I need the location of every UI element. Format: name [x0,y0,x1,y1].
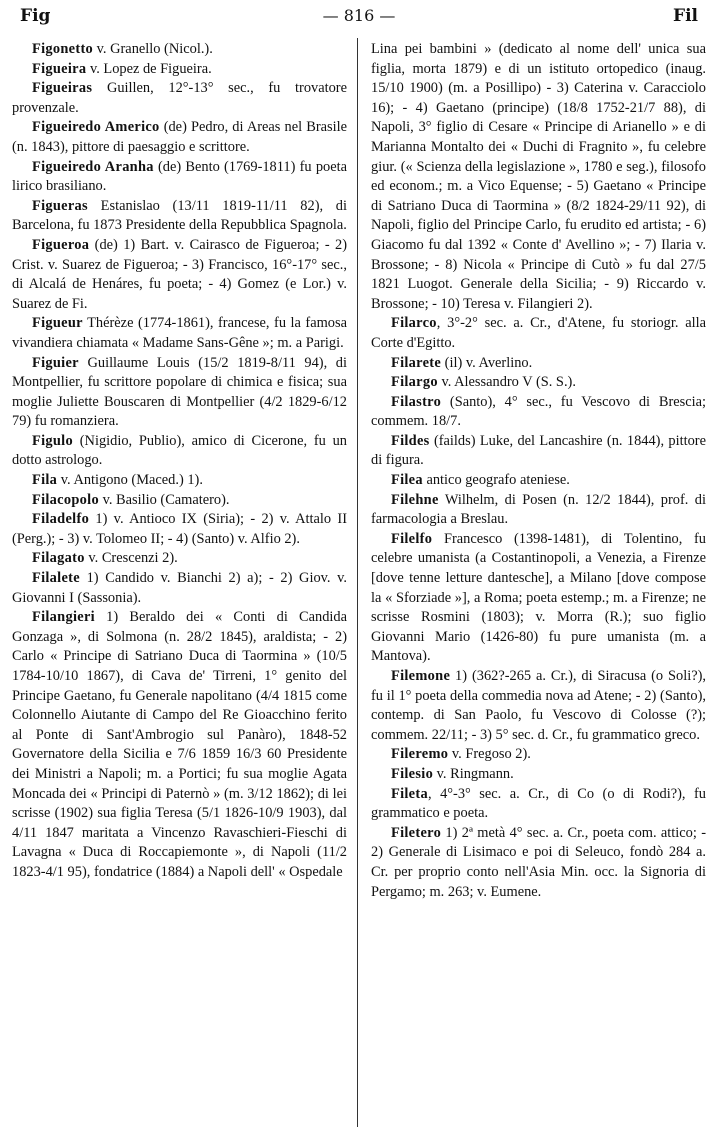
dictionary-entry [371,785,706,824]
entry-text: 1) Candido v. Bianchi 2) a); - 2) Giov. v. Giovanni I (Sassonia). [12,570,347,606]
entry-headword: Filadelfo [32,511,90,528]
page-header [12,6,706,30]
entry-text: 1) Beraldo dei « Conti di Candida Gonzaga », di Solmona (n. 28/2 1845), araldista; - 2) Carlo « Principe di Satriano Duca di Taormina » (10/5 1784-10/10 1867), di Cava de' Tirreni, 1° genito del Principe Gaetano, fu Generale napolitano (4/4 1815 come Colonnello Aiutante di Campo del Re Gioacchino ferito al Ponte di Sant'Ambrogio sul Panàro), 1848-52 Governatore della Sicilia e 7/6 1859 16/3 60 Presidente dei Ministri a Napoli; m. a Portici; fu sua moglie Agata Moncada dei « Principi di Paternò » (m. 3/12 1862); di lei scrisse (1902) sua figlia Teresa (5/1 1826-10/9 1903), dal 4/11 1847 maritata a Vincenzo Ravaschieri-Fieschi di Lavagna « Duca di Roccapiemonte », di Napoli (11/2 1823-4/1 95), fondatrice (1884) a Napoli dell' « Ospedale [12,609,347,880]
entry-text: v. Antigono (Maced.) 1). [57,472,203,489]
entry-headword: Filacopolo [32,491,99,508]
dictionary-entry [12,354,347,432]
dictionary-entry [371,824,706,902]
dictionary-entry [12,158,347,197]
entry-headword: Figonetto [32,41,94,57]
dictionary-entry [12,471,347,491]
entry-headword: Fildes [391,432,430,449]
entry-text: v. Ringmann. [433,765,514,782]
entry-text: Lina pei bambini » (dedicato al nome dell' unica sua figlia, morta 1879) e di un istituto ortopedico (inaug. 15/10 1900) (m. a Posillipo) - 3) Caterina v. Caracciolo 16); - 4) Gaetano (principe) (18/8 1752-21/7 88), di Napoli, 3° figlio di Cesare « Principe di Arianello » e di Marianna Montalto dei « Duchi di Fragnito », fu celebre giur. (« Scienza della legislazione », 1780 e seg.), filosofo ed econom.; m. a Vico Equense; - 5) Gaetano « Principe di Satriano Duca di Taormina » (8/2 1824-29/11 92), di Napoli, figlio del Principe Carlo, fu erudito ed artista; - 6) Giacomo fu dal 1392 « Conte d' Avellino »; - 7) Ilaria v. Brossone; - 8) Nicola « Principe di Cutò » fu dal 27/5 1821 Luogot. Generale della Sicilia; - 9) Riccardo v. Brossone; - 10) Teresa v. Filangieri 2). [371,41,706,312]
entry-text: 1) (362?-265 a. Cr.), di Siracusa (o Soli?), fu il 1° poeta della commedia nova ad Atene; - 2) (Santo), contemp. di San Paolo, fu Vescovo di Colosse (?); commem. 22/11; - 3) 5° sec. d. Cr., fu grammatico greco. [371,668,706,743]
dictionary-entry [371,40,706,314]
dictionary-entry [371,373,706,393]
dictionary-entry [12,569,347,608]
header-right-guideword: Fil [673,6,698,26]
dictionary-entry [371,471,706,491]
entry-text: Guillen, 12°-13° sec., fu trovatore provenzale. [12,80,347,116]
dictionary-entry [371,314,706,353]
dictionary-entry [371,491,706,530]
entry-text: v. Lopez de Figueira. [86,60,212,77]
entry-text: (failds) Luke, del Lancashire (n. 1844), pittore di figura. [371,432,706,469]
entry-headword: Filalete [32,570,80,587]
entry-headword: Filargo [391,374,438,391]
entry-text: (de) Pedro, di Areas nel Brasile (n. 1843), pittore di paesaggio e scrittore. [12,119,347,155]
entry-headword: Figueiras [32,80,93,97]
entry-headword: Filesio [391,765,434,782]
dictionary-entry [12,118,347,157]
dictionary-entry [371,432,706,471]
entry-headword: Figueiredo Americo [32,119,160,136]
dictionary-entry [12,197,347,236]
entry-text: Estanislao (13/11 1819-11/11 82), di Barcelona, fu 1873 Presidente della Repubblica Spagnola. [12,197,347,234]
entry-headword: Filea [391,472,423,489]
entry-text: , 4°-3° sec. a. Cr., di Co (o di Rodi?), fu grammatico e poeta. [371,785,706,822]
dictionary-entry [371,765,706,785]
dictionary-entry [371,354,706,374]
entry-headword: Fila [32,472,58,489]
entry-headword: Figueur [32,315,83,332]
entry-text: (de) Bento (1769-1811) fu poeta lirico brasiliano. [12,158,347,195]
dictionary-entry [12,549,347,569]
entry-headword: Figuier [32,354,79,371]
entry-text: Guillaume Louis (15/2 1819-8/11 94), di Montpellier, fu scrittore popolare di chimica e fisica; sua moglie Juliette Bouscaren di Montpellier (4/2 1829-6/12 79) fu romanziera. [12,354,347,430]
entry-text: 1) 2ª metà 4° sec. a. Cr., poeta com. attico; - 2) Generale di Lisimaco e poi di Seleuco, fondò 284 a. Cr. per proprio conto nell'Asia Min. occ. la Signoria di Pergamo; m. 263; v. Eumene. [371,824,706,900]
column-divider [357,38,358,1127]
entry-text: Thérèze (1774-1861), francese, fu la famosa vivandiera chiamata « Madame Sans-Gêne »; m. a Parigi. [12,315,347,351]
entry-text: antico geografo ateniese. [422,472,570,489]
dictionary-entry [12,60,347,80]
entry-text: v. Granello (Nicol.). [93,41,213,57]
entry-headword: Filelfo [391,530,433,547]
entry-headword: Figueras [32,197,88,214]
header-left-guideword: Fig [20,6,51,26]
entry-text: (de) 1) Bart. v. Cairasco de Figueroa; - 2) Crist. v. Suarez de Figueroa; - 3) Francisco, 16°-17° sec., di Alcalá de Henáres, fu poeta; - 4) Gomez (e Lor.) v. Suarez de Fi. [12,236,347,312]
dictionary-entry [12,314,347,353]
dictionary-entry [12,432,347,471]
dictionary-entry [371,393,706,432]
entry-headword: Figueira [32,60,87,77]
entry-headword: Filagato [32,550,85,567]
dictionary-entry [371,745,706,765]
entry-headword: Filarco [391,315,437,332]
left-column [12,40,347,883]
page-number: — 816 — [322,6,396,25]
entry-headword: Figueiredo Aranha [32,158,154,175]
entry-headword: Filemone [391,668,451,684]
entry-headword: Filehne [391,491,439,508]
entry-text: Wilhelm, di Posen (n. 12/2 1844), prof. di farmacologia a Breslau. [371,491,706,528]
entry-headword: Fileremo [391,746,449,763]
entry-headword: Filarete [391,354,442,371]
dictionary-entry [12,40,347,60]
entry-text: v. Basilio (Camatero). [98,491,230,508]
entry-text: (Nigidio, Publio), amico di Cicerone, fu un dotto astrologo. [12,432,347,469]
dictionary-entry [12,510,347,549]
right-column [371,40,706,902]
entry-text: v. Fregoso 2). [448,746,531,763]
dictionary-entry [371,667,706,745]
entry-headword: Filangieri [32,609,95,626]
entry-text: v. Alessandro V (S. S.). [437,374,576,391]
entry-text: 1) v. Antioco IX (Siria); - 2) v. Attalo II (Perg.); - 3) v. Tolomeo II; - 4) (Santo) v. Alfio 2). [12,511,347,547]
dictionary-entry [12,608,347,882]
entry-headword: Figueroa [32,236,90,253]
dictionary-entry [371,530,706,667]
entry-headword: Filetero [391,824,442,841]
entry-text: (Santo), 4° sec., fu Vescovo di Brescia; commem. 18/7. [371,393,706,430]
entry-text: , 3°-2° sec. a. Cr., d'Atene, fu storiogr. alla Corte d'Egitto. [371,315,706,351]
entry-text: v. Crescenzi 2). [84,550,178,567]
entry-headword: Figulo [32,432,73,449]
entry-headword: Filastro [391,393,442,410]
dictionary-entry [12,491,347,511]
dictionary-entry [12,79,347,118]
dictionary-entry [12,236,347,314]
entry-text: (il) v. Averlino. [441,354,533,371]
entry-text: Francesco (1398-1481), di Tolentino, fu celebre umanista (a Costantinopoli, a Venezia, a Firenze [dove tenne letture dantesche], a Milano [dove compose la « Sforziade »], a Roma; poeta estemp.; m. a Firenze; ne scrisse Rosmini (1803); v. Morra (R.); suo figlio Giovanni Mario (1426-80) fu pure umanista (m. a Mantova). [371,530,706,665]
entry-headword: Fileta [391,785,428,802]
